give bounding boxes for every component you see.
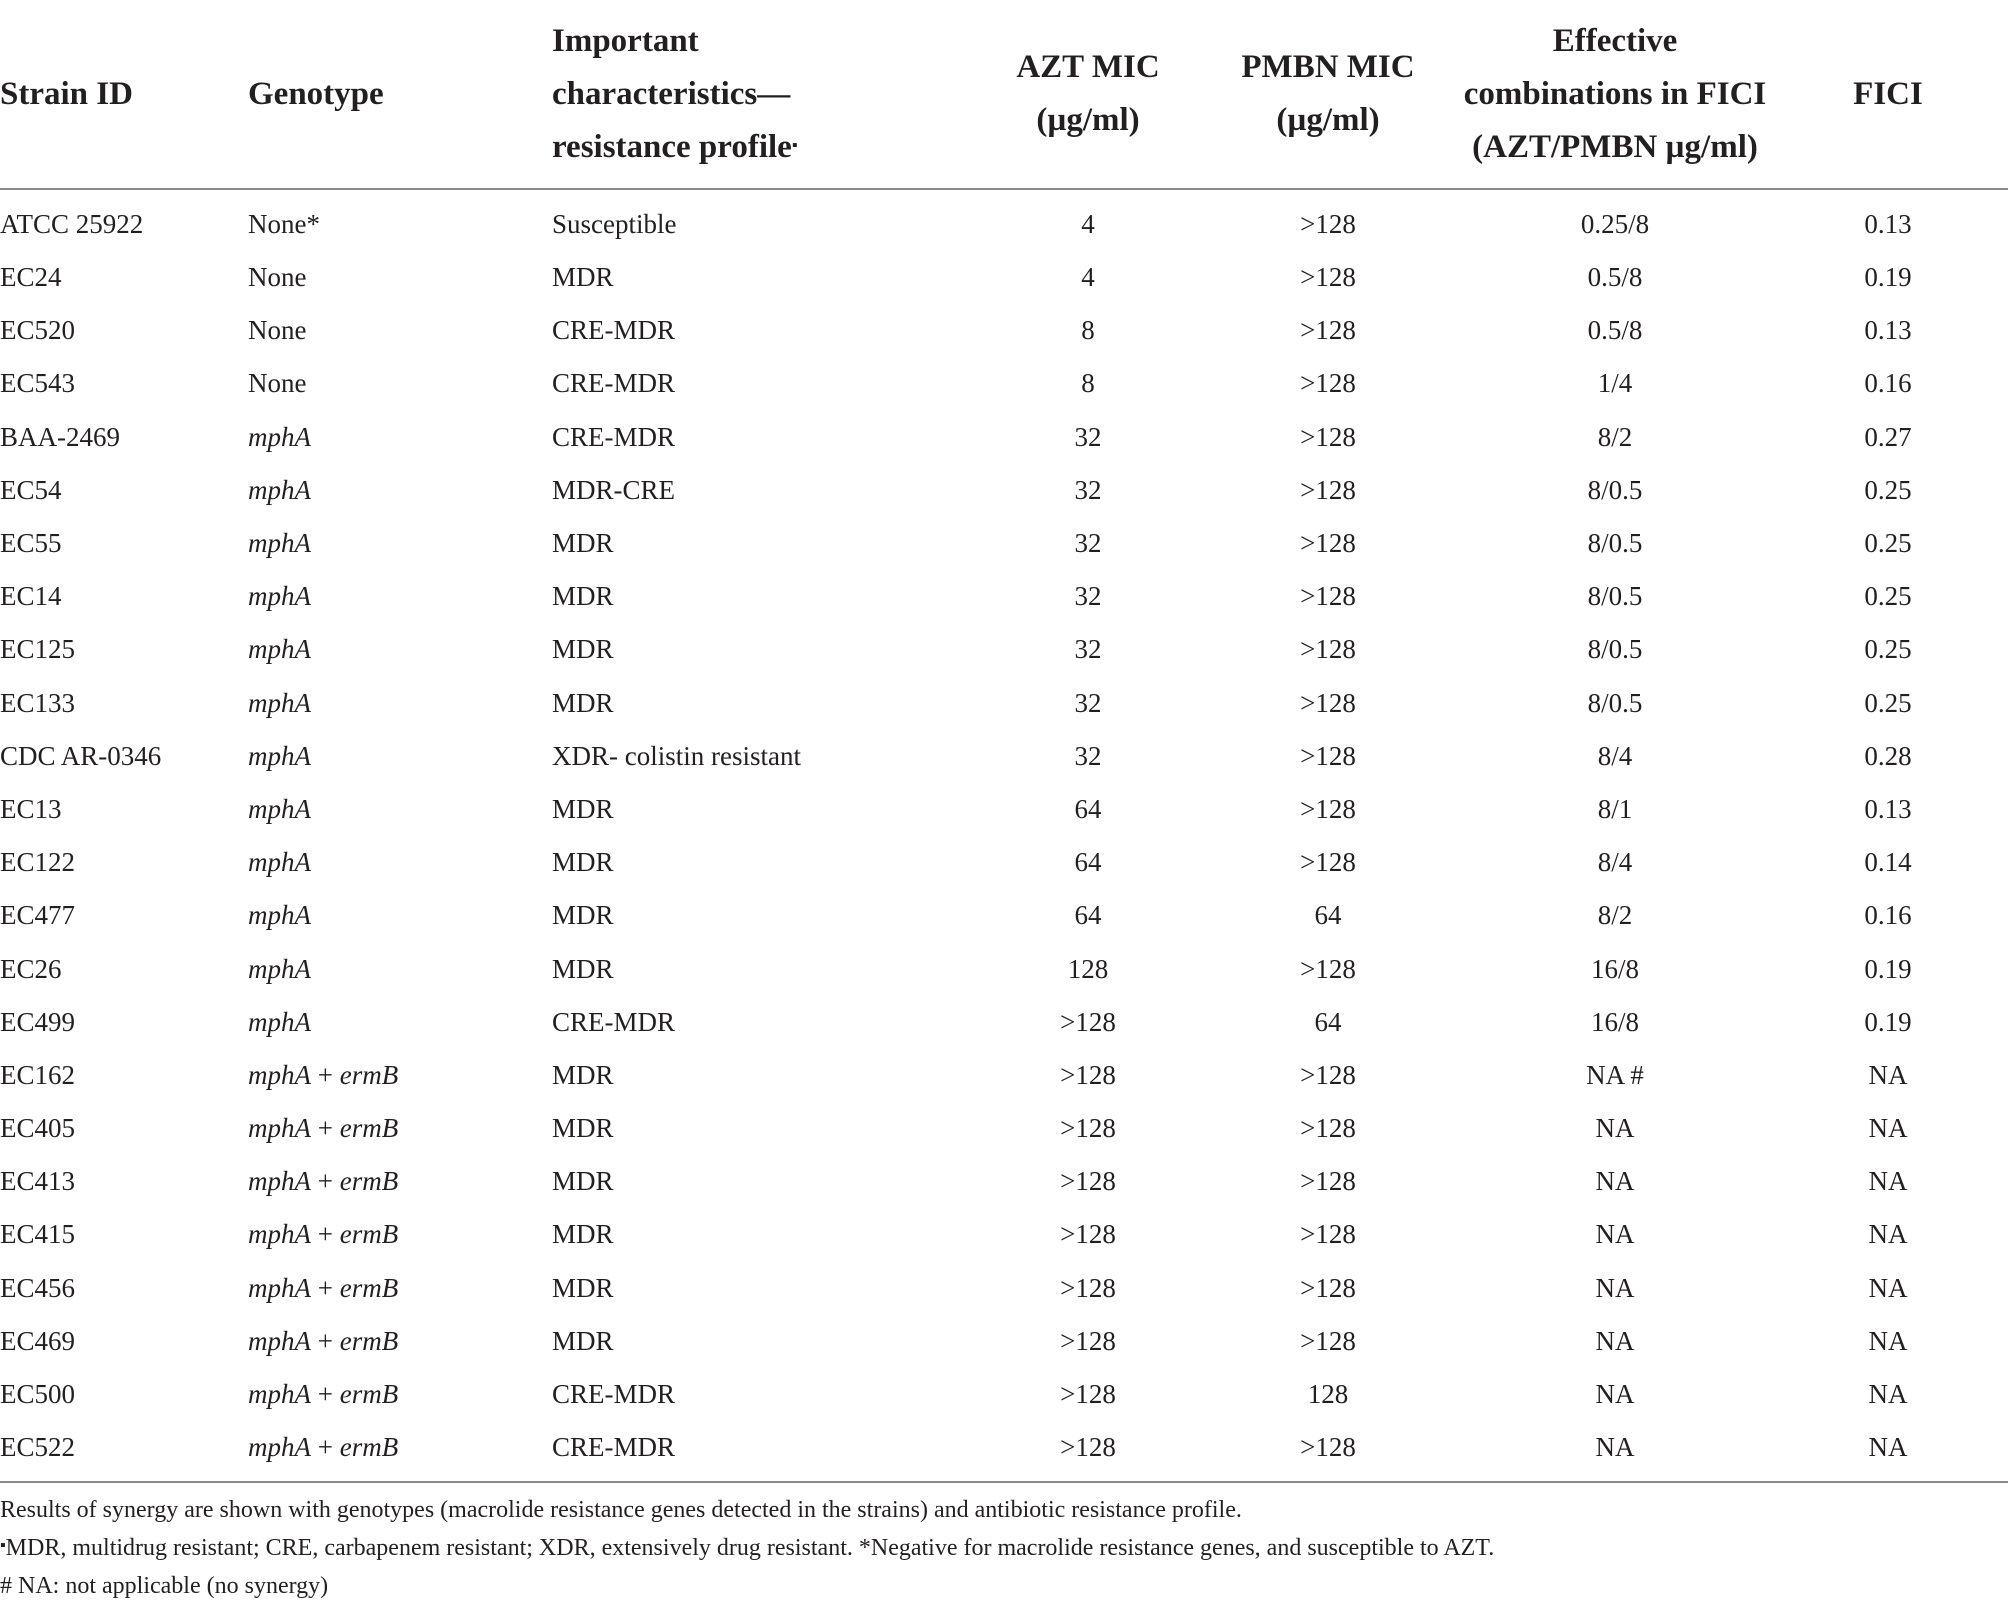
table-row [0,1421,2008,1474]
cell-strain-id: CDC AR-0346 [0,740,162,771]
header-footnote-mark: ▪ [791,136,798,154]
header-effective-line1: Effective [1552,22,1678,59]
gene-name: mphA [248,1325,311,1356]
table-row [0,357,2008,410]
cell-genotype [248,464,552,517]
cell-effective-combination: 8/2 [1597,421,1633,452]
header-characteristics-line2: characteristics— [552,75,791,112]
header-characteristics-line1: Important [552,22,699,59]
table-row [0,996,2008,1049]
cell-fici: 0.14 [1864,847,1912,878]
table-row [0,464,2008,517]
cell-effective-combination: 0.25/8 [1580,209,1650,239]
gene-name: mphA [248,740,311,771]
cell-strain-id: EC520 [0,315,76,346]
cell-pmbn-mic: 64 [1314,900,1342,931]
cell-fici: 0.13 [1864,315,1912,346]
table-row [0,1049,2008,1102]
cell-pmbn-mic: 64 [1314,1006,1342,1037]
cell-fici: 0.16 [1864,368,1912,399]
gene-name: mphA [248,1113,311,1144]
gene-name: ermB [339,1166,399,1197]
cell-fici: 0.28 [1864,740,1912,771]
gene-name: mphA [248,1166,311,1197]
cell-effective-combination: 16/8 [1590,953,1639,984]
gene-name: mphA [248,1272,311,1303]
gene-name: mphA [248,953,311,984]
cell-effective-combination: 0.5/8 [1587,262,1643,293]
gene-name: ermB [339,1272,399,1303]
cell-strain-id: EC125 [0,634,76,665]
header-strain-id [0,0,248,189]
cell-effective-combination: NA [1595,1219,1635,1250]
cell-strain-id: BAA-2469 [0,421,120,452]
header-fici [1768,0,2008,189]
header-pmbn-line1: PMBN MIC [1241,49,1415,85]
cell-pmbn-mic: >128 [1300,953,1356,984]
cell-fici: 0.25 [1864,474,1912,505]
cell-genotype: mphA + ermB [248,1432,399,1463]
cell-azt-mic: >128 [1060,1325,1116,1356]
gene-name: ermB [339,1059,399,1090]
cell-genotype: mphA + ermB [248,1166,399,1197]
gene-name: mphA [248,634,311,665]
table-row [0,517,2008,570]
cell-genotype [248,677,552,730]
cell-fici: 0.13 [1864,793,1912,824]
cell-effective-combination: 8/4 [1597,847,1633,878]
header-pmbn-line2: (µg/ml) [1276,102,1380,138]
cell-resistance-profile: MDR-CRE [552,474,676,505]
cell-fici: 0.16 [1864,900,1912,931]
cell-strain-id: EC543 [0,368,76,399]
cell-strain-id: EC24 [0,262,62,293]
cell-fici: 0.19 [1864,953,1912,984]
cell-pmbn-mic: >128 [1300,1219,1356,1250]
table-row [0,1262,2008,1315]
cell-genotype: mphA + ermB [248,1113,399,1144]
table-row [0,1155,2008,1208]
gene-name: mphA [248,1059,311,1090]
cell-pmbn-mic: >128 [1300,1166,1356,1197]
cell-azt-mic: >128 [1060,1379,1116,1410]
cell-resistance-profile: MDR [552,1325,614,1356]
cell-genotype [248,996,552,1049]
gene-name: ermB [339,1219,399,1250]
cell-pmbn-mic: >128 [1300,368,1356,399]
cell-genotype: None [248,315,307,346]
cell-fici: NA [1868,1432,1908,1463]
cell-genotype [248,783,552,836]
table-row [0,1102,2008,1155]
cell-azt-mic: 32 [1074,474,1102,505]
cell-effective-combination: NA [1595,1325,1635,1356]
table-row [0,570,2008,623]
cell-azt-mic: 64 [1074,900,1102,931]
cell-azt-mic: 32 [1074,740,1102,771]
cell-strain-id: EC26 [0,953,62,984]
cell-genotype: None* [248,209,320,239]
header-effective-line2: combinations in FICI [1463,75,1767,112]
gene-name: mphA [248,474,311,505]
cell-fici: 0.25 [1864,687,1912,718]
cell-fici: 0.25 [1864,581,1912,612]
cell-fici: NA [1868,1219,1908,1250]
cell-fici: NA [1868,1379,1908,1410]
cell-fici: 0.27 [1864,421,1912,452]
cell-resistance-profile: MDR [552,262,614,293]
cell-fici: 0.25 [1864,634,1912,665]
cell-resistance-profile: Susceptible [552,209,677,239]
header-characteristics [552,0,982,189]
cell-pmbn-mic: >128 [1300,315,1356,346]
cell-strain-id: EC456 [0,1272,76,1303]
cell-pmbn-mic: >128 [1300,634,1356,665]
footnote-line-2 [0,1529,2008,1567]
footnote-line-3: # NA: not applicable (no synergy) [0,1573,329,1599]
cell-resistance-profile: MDR [552,528,614,559]
cell-genotype [248,836,552,889]
table-bottom-rule [0,1481,2008,1483]
cell-pmbn-mic: >128 [1300,1325,1356,1356]
cell-resistance-profile: XDR- colistin resistant [552,740,801,771]
cell-pmbn-mic: >128 [1300,262,1356,293]
cell-resistance-profile: MDR [552,1219,614,1250]
table-row [0,1368,2008,1421]
cell-fici: NA [1868,1325,1908,1356]
header-fici-text: FICI [1853,75,1923,112]
gene-name: mphA [248,581,311,612]
cell-genotype: None [248,262,307,293]
table-row [0,1315,2008,1368]
cell-azt-mic: >128 [1060,1166,1116,1197]
cell-fici: NA [1868,1059,1908,1090]
cell-genotype [248,889,552,942]
cell-strain-id: EC499 [0,1006,76,1037]
cell-effective-combination: NA [1595,1432,1635,1463]
cell-strain-id: EC413 [0,1166,76,1197]
cell-strain-id: EC13 [0,793,62,824]
cell-resistance-profile: CRE-MDR [552,368,676,399]
cell-effective-combination: NA [1595,1166,1635,1197]
cell-azt-mic: 32 [1074,421,1102,452]
gene-name: ermB [339,1379,399,1410]
cell-azt-mic: 4 [1081,209,1095,239]
cell-pmbn-mic: >128 [1300,528,1356,559]
cell-strain-id: EC522 [0,1432,76,1463]
cell-pmbn-mic: >128 [1300,209,1356,239]
header-characteristics-line3: resistance profile [552,128,792,165]
cell-azt-mic: 4 [1081,262,1095,293]
cell-fici: 0.13 [1864,209,1912,239]
cell-effective-combination: 1/4 [1597,368,1633,399]
cell-resistance-profile: MDR [552,1166,614,1197]
cell-pmbn-mic: >128 [1300,1272,1356,1303]
cell-azt-mic: 32 [1074,687,1102,718]
header-strain-id-text: Strain ID [0,75,133,112]
cell-pmbn-mic: 128 [1307,1379,1349,1410]
gene-name: mphA [248,687,311,718]
cell-azt-mic: >128 [1060,1006,1116,1037]
cell-genotype [248,411,552,464]
table-row [0,1208,2008,1261]
cell-genotype [248,570,552,623]
cell-pmbn-mic: >128 [1300,1432,1356,1463]
table-row [0,411,2008,464]
cell-pmbn-mic: >128 [1300,474,1356,505]
cell-genotype [248,517,552,570]
gene-name: mphA [248,900,311,931]
cell-azt-mic: >128 [1060,1432,1116,1463]
cell-genotype: mphA + ermB [248,1325,399,1356]
cell-strain-id: EC469 [0,1325,76,1356]
cell-genotype [248,942,552,995]
cell-effective-combination: NA [1595,1272,1635,1303]
header-genotype [248,0,552,189]
footnote-mark: ▪ [0,1537,6,1554]
cell-effective-combination: 8/0.5 [1587,581,1643,612]
table-row [0,836,2008,889]
cell-pmbn-mic: >128 [1300,687,1356,718]
cell-strain-id: EC500 [0,1379,76,1410]
cell-effective-combination: 8/0.5 [1587,474,1643,505]
cell-effective-combination: NA [1595,1379,1635,1410]
cell-effective-combination: 8/4 [1597,740,1633,771]
cell-resistance-profile: CRE-MDR [552,421,676,452]
cell-effective-combination: 8/1 [1597,793,1633,824]
gene-name: mphA [248,1379,311,1410]
cell-resistance-profile: CRE-MDR [552,1379,676,1410]
cell-resistance-profile: MDR [552,793,614,824]
cell-fici: 0.19 [1864,262,1912,293]
footnotes [0,1491,2008,1605]
cell-effective-combination: 8/0.5 [1587,687,1643,718]
table-body [0,189,2008,1474]
header-azt-mic [982,0,1194,189]
cell-genotype [248,730,552,783]
cell-effective-combination: 8/2 [1597,900,1633,931]
cell-azt-mic: 64 [1074,793,1102,824]
cell-pmbn-mic: >128 [1300,1113,1356,1144]
table-row [0,189,2008,251]
cell-resistance-profile: MDR [552,953,614,984]
cell-resistance-profile: MDR [552,634,614,665]
cell-genotype: mphA + ermB [248,1272,399,1303]
cell-pmbn-mic: >128 [1300,1059,1356,1090]
gene-name: mphA [248,421,311,452]
cell-resistance-profile: CRE-MDR [552,315,676,346]
cell-fici: 0.19 [1864,1006,1912,1037]
cell-azt-mic: 8 [1081,315,1095,346]
gene-name: mphA [248,847,311,878]
cell-resistance-profile: CRE-MDR [552,1432,676,1463]
gene-name: ermB [339,1325,399,1356]
cell-azt-mic: 32 [1074,528,1102,559]
cell-pmbn-mic: >128 [1300,581,1356,612]
header-effective-combinations [1462,0,1768,189]
cell-genotype: mphA + ermB [248,1379,399,1410]
cell-resistance-profile: MDR [552,581,614,612]
cell-strain-id: EC122 [0,847,76,878]
cell-azt-mic: 64 [1074,847,1102,878]
cell-pmbn-mic: >128 [1300,421,1356,452]
table-row [0,677,2008,730]
cell-resistance-profile: MDR [552,687,614,718]
cell-azt-mic: >128 [1060,1113,1116,1144]
cell-azt-mic: 8 [1081,368,1095,399]
cell-strain-id: EC162 [0,1059,76,1090]
cell-effective-combination: NA # [1586,1059,1644,1090]
cell-genotype: mphA + ermB [248,1219,399,1250]
cell-resistance-profile: MDR [552,1272,614,1303]
header-azt-line2: (µg/ml) [1036,102,1140,138]
cell-pmbn-mic: >128 [1300,793,1356,824]
cell-azt-mic: >128 [1060,1272,1116,1303]
cell-fici: NA [1868,1113,1908,1144]
cell-strain-id: EC477 [0,900,76,931]
cell-azt-mic: 128 [1067,953,1109,984]
table-row [0,304,2008,357]
cell-strain-id: EC14 [0,581,62,612]
gene-name: mphA [248,793,311,824]
cell-resistance-profile: MDR [552,1113,614,1144]
cell-genotype [248,623,552,676]
cell-azt-mic: 32 [1074,581,1102,612]
gene-name: mphA [248,1006,311,1037]
cell-resistance-profile: MDR [552,847,614,878]
cell-strain-id: EC133 [0,687,76,718]
gene-name: mphA [248,1432,311,1463]
cell-fici: NA [1868,1166,1908,1197]
cell-azt-mic: 32 [1074,634,1102,665]
table-row [0,730,2008,783]
table-row [0,623,2008,676]
table-row [0,942,2008,995]
gene-name: ermB [339,1432,399,1463]
header-genotype-text: Genotype [248,75,384,112]
cell-genotype: None [248,368,307,399]
header-row [0,0,2008,189]
cell-fici: NA [1868,1272,1908,1303]
cell-fici: 0.25 [1864,528,1912,559]
cell-strain-id: EC405 [0,1113,76,1144]
header-azt-line1: AZT MIC [1016,49,1160,85]
header-pmbn-mic [1194,0,1462,189]
gene-name: mphA [248,1219,311,1250]
cell-effective-combination: 8/0.5 [1587,634,1643,665]
cell-strain-id: EC55 [0,528,62,559]
footnote-line-1: Results of synergy are shown with genotypes (macrolide resistance genes detected in the strains) and antibiotic resistance profile. [0,1497,1242,1523]
cell-pmbn-mic: >128 [1300,847,1356,878]
table-row [0,889,2008,942]
footnote-line-2-text: MDR, multidrug resistant; CRE, carbapenem resistant; XDR, extensively drug resistant. *Negative for macrolide resistance genes, and susceptible to AZT. [5,1535,1495,1561]
gene-name: ermB [339,1113,399,1144]
cell-azt-mic: >128 [1060,1219,1116,1250]
cell-strain-id: ATCC 25922 [0,209,144,239]
cell-strain-id: EC415 [0,1219,76,1250]
cell-resistance-profile: CRE-MDR [552,1006,676,1037]
cell-pmbn-mic: >128 [1300,740,1356,771]
cell-effective-combination: 0.5/8 [1587,315,1643,346]
cell-resistance-profile: MDR [552,1059,614,1090]
cell-effective-combination: 8/0.5 [1587,528,1643,559]
cell-effective-combination: NA [1595,1113,1635,1144]
header-effective-line3: (AZT/PMBN µg/ml) [1472,128,1758,165]
table-header [0,0,2008,189]
cell-genotype: mphA + ermB [248,1059,399,1090]
cell-azt-mic: >128 [1060,1059,1116,1090]
gene-name: mphA [248,528,311,559]
cell-resistance-profile: MDR [552,900,614,931]
cell-strain-id: EC54 [0,474,62,505]
table-row [0,783,2008,836]
cell-effective-combination: 16/8 [1590,1006,1639,1037]
table-row [0,251,2008,304]
